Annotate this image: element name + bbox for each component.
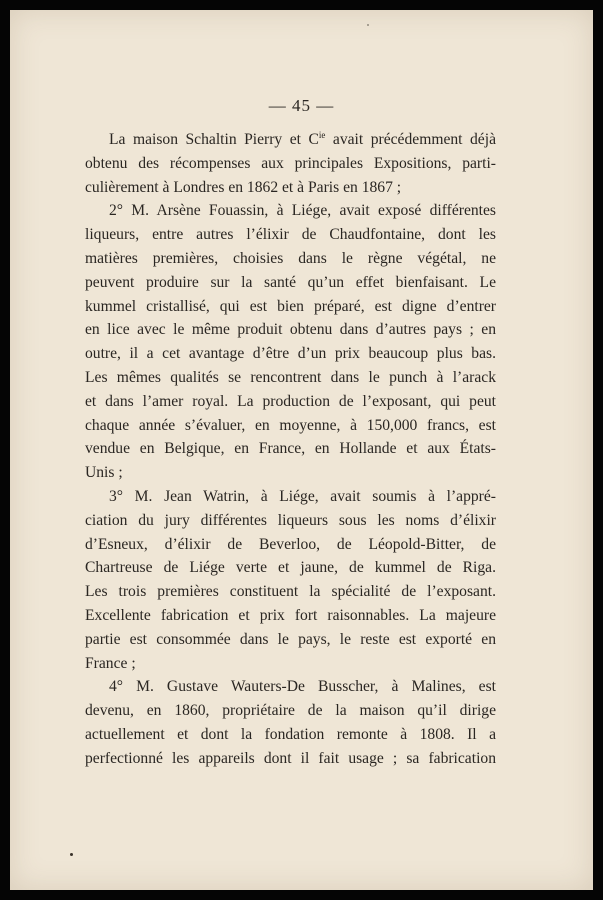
text-line: matières premières, choisies dans le règne végétal, ne <box>85 249 496 267</box>
text-line: vendue en Belgique, en France, en Hollande et aux États- <box>85 440 496 458</box>
text-line: perfectionné les appareils dont il fait usage ; sa fabrication <box>85 749 496 767</box>
body-text <box>85 128 496 771</box>
text-line: kummel cristallisé, qui est bien préparé, est digne d’entrer <box>85 297 496 315</box>
page-number: — 45 — <box>268 96 335 115</box>
text-line: chaque année s’évaluer, en moyenne, à 150,000 francs, est <box>85 416 496 434</box>
text-line: Les mêmes qualités se rencontrent dans le punch à l’arack <box>85 368 496 386</box>
text-line: France ; <box>85 654 136 672</box>
paragraph-3 <box>85 485 496 675</box>
text-line: d’Esneux, d’élixir de Beverloo, de Léopold-Bitter, de <box>85 535 496 553</box>
paper-speck <box>70 853 73 856</box>
text-line: Excellente fabrication et prix fort raisonnables. La majeure <box>85 606 496 624</box>
text-line: et dans l’amer royal. La production de l’exposant, qui peut <box>85 392 496 410</box>
paragraph-4 <box>85 675 496 770</box>
text-line: peuvent produire sur la santé qu’un effet bienfaisant. Le <box>85 273 496 291</box>
text-line: ciation du jury différentes liqueurs sous les noms d’élixir <box>85 511 496 529</box>
text-line: 4° M. Gustave Wauters-De Busscher, à Malines, est <box>109 678 496 696</box>
text-line: en lice avec le même produit obtenu dans d’autres pays ; en <box>85 321 496 339</box>
text-line: 2° M. Arsène Fouassin, à Liége, avait exposé différentes <box>109 202 496 220</box>
text-line: 3° M. Jean Watrin, à Liége, avait soumis à l’appré- <box>109 487 496 505</box>
text-line: obtenu des récompenses aux principales Expositions, parti- <box>85 154 496 172</box>
paragraph-1 <box>85 128 496 199</box>
paragraph-2 <box>85 199 496 485</box>
text-line: actuellement et dont la fondation remonte à 1808. Il a <box>85 725 496 743</box>
text-line: devenu, en 1860, propriétaire de la maison qu’il dirige <box>85 702 496 720</box>
text-line: outre, il a cet avantage d’être d’un prix beaucoup plus bas. <box>85 345 496 363</box>
book-page <box>10 10 593 890</box>
text-line: La maison Schaltin Pierry et $C^{ie}$ avait précédemment déjà <box>109 129 496 148</box>
text-line: Les trois premières constituent la spécialité de l’exposant. <box>85 583 496 601</box>
paper-speck <box>367 24 369 26</box>
text-line: Unis ; <box>85 464 123 482</box>
superscript: ie <box>318 129 326 140</box>
text-line: Chartreuse de Liége verte et jaune, de kummel de Riga. <box>85 559 496 577</box>
text-line: culièrement à Londres en 1862 et à Paris en 1867 ; <box>85 178 402 196</box>
text-line: liqueurs, entre autres l’élixir de Chaudfontaine, dont les <box>85 226 496 244</box>
text-line: partie est consommée dans le pays, le reste est exporté en <box>85 630 496 648</box>
